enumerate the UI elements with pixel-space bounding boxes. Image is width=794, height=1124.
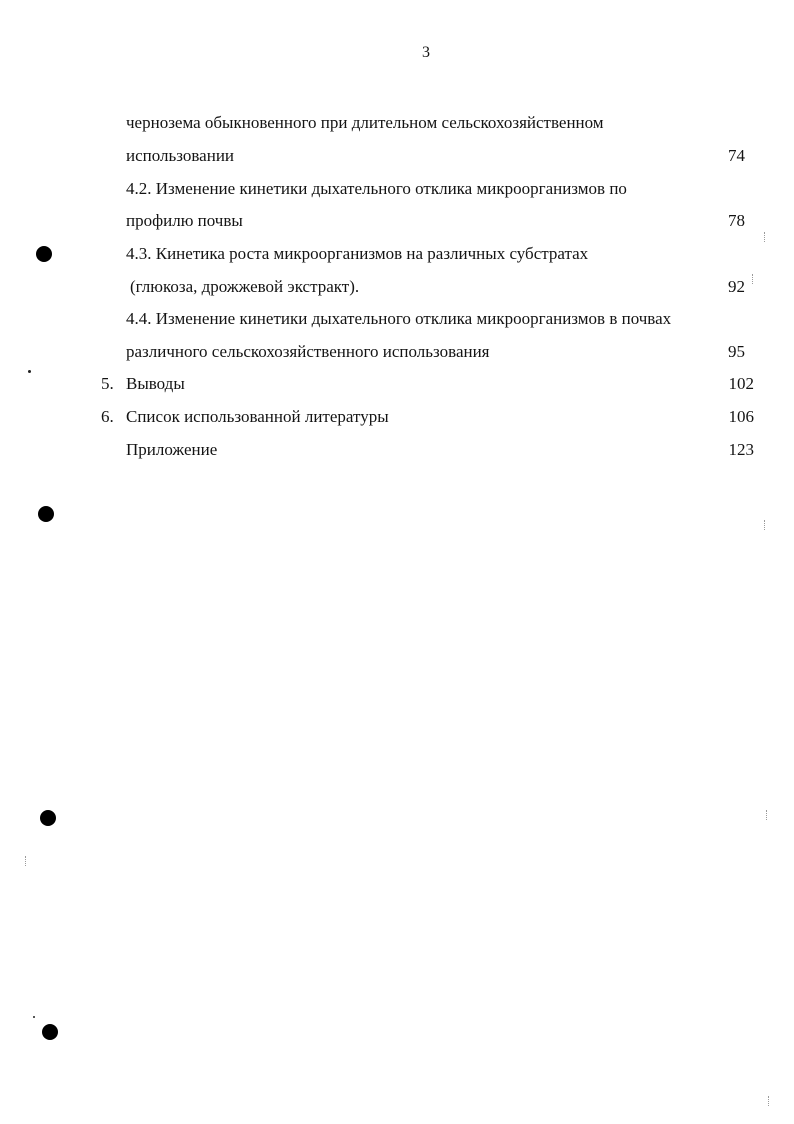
- toc-entry-text: 4.3. Кинетика роста микроорганизмов на различных субстратах: [126, 244, 589, 263]
- toc-entry-page: 95: [728, 342, 745, 361]
- toc-entry-text: Выводы: [126, 374, 185, 393]
- scan-speck: [28, 370, 31, 373]
- toc-entry-text: профилю почвы: [126, 211, 243, 230]
- toc-entry-text: чернозема обыкновенного при длительном сельскохозяйственном: [126, 113, 604, 132]
- toc-entry-page: 78: [728, 211, 745, 230]
- toc-entry-text: Приложение: [126, 440, 218, 459]
- toc-entry-text: 4.2. Изменение кинетики дыхательного отклика микроорганизмов по: [126, 179, 627, 198]
- scan-edge-mark: [768, 1096, 770, 1106]
- punch-hole: [36, 246, 52, 262]
- toc-entry-page: 106: [728, 407, 754, 426]
- punch-hole: [40, 810, 56, 826]
- scan-edge-mark: [764, 232, 766, 242]
- scan-edge-mark: [25, 856, 27, 866]
- toc-entry-text: 4.4. Изменение кинетики дыхательного отклика микроорганизмов в почвах: [126, 309, 672, 328]
- toc-entry-page: 92: [728, 277, 745, 296]
- toc-entry-text: Список использованной литературы: [126, 407, 389, 426]
- punch-hole: [38, 506, 54, 522]
- toc-entry-number: 6.: [101, 407, 114, 426]
- scan-edge-mark: [752, 274, 754, 284]
- toc-entry-page: 123: [728, 440, 754, 459]
- toc-entry-page: 102: [728, 374, 754, 393]
- toc-entry-text: различного сельскохозяйственного использования: [126, 342, 490, 361]
- punch-hole: [42, 1024, 58, 1040]
- scan-edge-mark: [764, 520, 766, 530]
- scan-edge-mark: [766, 810, 768, 820]
- toc-entry-number: 5.: [101, 374, 114, 393]
- toc-entry-text: (глюкоза, дрожжевой экстракт).: [130, 277, 360, 296]
- toc-entry-page: 74: [728, 146, 745, 165]
- scan-speck: [33, 1016, 35, 1018]
- page-number: 3: [422, 44, 430, 61]
- toc-entry-text: использовании: [126, 146, 235, 165]
